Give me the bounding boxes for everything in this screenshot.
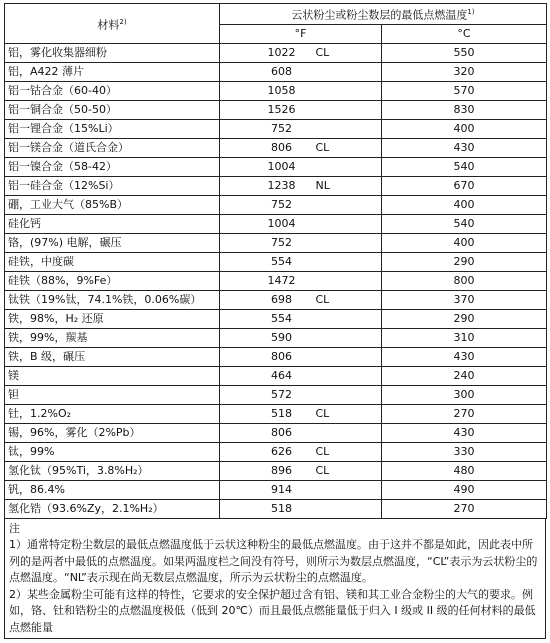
fahrenheit-value: 590	[271, 331, 292, 345]
celsius-cell: 540	[382, 157, 547, 176]
celsius-cell: 550	[382, 43, 547, 62]
table-row	[5, 176, 547, 195]
ignition-code	[316, 481, 336, 498]
fahrenheit-value: 464	[271, 369, 292, 383]
table-body	[5, 43, 547, 518]
fahrenheit-value: 806	[271, 426, 292, 440]
fahrenheit-cell	[220, 271, 382, 290]
material-cell: 铁，98%，H₂ 还原	[5, 309, 220, 328]
celsius-cell: 430	[382, 347, 547, 366]
ignition-code: CL	[315, 407, 330, 421]
material-cell: 氢化锆（93.6%Zy，2.1%H₂）	[5, 499, 220, 518]
fahrenheit-value: 1022	[267, 46, 296, 60]
fahrenheit-cell	[220, 138, 382, 157]
celsius-cell: 270	[382, 499, 547, 518]
table-row	[5, 157, 547, 176]
fahrenheit-value: 1238	[267, 179, 296, 193]
table-row	[5, 62, 547, 81]
notes-title: 注	[9, 521, 20, 535]
table-row	[5, 499, 547, 518]
celsius-cell: 320	[382, 62, 547, 81]
table-row	[5, 461, 547, 480]
celsius-cell: 300	[382, 385, 547, 404]
celsius-cell: 540	[382, 214, 547, 233]
ignition-code	[316, 348, 336, 365]
fahrenheit-cell	[220, 100, 382, 119]
material-cell: 硅化钙	[5, 214, 220, 233]
fahrenheit-cell	[220, 176, 382, 195]
temperature-group-header	[220, 4, 547, 25]
temperature-group-note: 1)	[467, 8, 475, 16]
ignition-code	[316, 424, 336, 441]
celsius-cell: 490	[382, 480, 547, 499]
celsius-cell: 480	[382, 461, 547, 480]
fahrenheit-cell	[220, 404, 382, 423]
fahrenheit-cell	[220, 157, 382, 176]
celsius-cell: 270	[382, 404, 547, 423]
table-row	[5, 423, 547, 442]
celsius-cell: 290	[382, 309, 547, 328]
ignition-code: CL	[315, 46, 330, 60]
material-cell: 钛铁（19%钛，74.1%铁，0.06%碳）	[5, 290, 220, 309]
material-cell: 氢化钛（95%Ti，3.8%H₂）	[5, 461, 220, 480]
material-cell: 钽	[5, 385, 220, 404]
material-cell: 铝，雾化收集器细粉	[5, 43, 220, 62]
ignition-code: CL	[315, 445, 330, 459]
fahrenheit-value: 608	[271, 65, 292, 79]
material-cell: 铝一镁合金（道氏合金）	[5, 138, 220, 157]
fahrenheit-cell	[220, 461, 382, 480]
table-row	[5, 43, 547, 62]
table-row	[5, 290, 547, 309]
ignition-code	[316, 500, 336, 517]
ignition-code: CL	[315, 141, 330, 155]
celsius-cell: 370	[382, 290, 547, 309]
material-cell: 钛，99%	[5, 442, 220, 461]
ignition-code	[316, 329, 336, 346]
fahrenheit-value: 806	[271, 350, 292, 364]
fahrenheit-cell	[220, 499, 382, 518]
material-cell: 钒，86.4%	[5, 480, 220, 499]
fahrenheit-value: 626	[271, 445, 292, 459]
fahrenheit-cell	[220, 442, 382, 461]
document-sheet	[4, 3, 546, 639]
fahrenheit-cell	[220, 309, 382, 328]
ignition-code	[316, 82, 336, 99]
celsius-cell: 400	[382, 233, 547, 252]
fahrenheit-column-header: °F	[220, 24, 382, 43]
fahrenheit-value: 752	[271, 198, 292, 212]
celsius-cell: 430	[382, 423, 547, 442]
material-cell: 硅铁（88%，9%Fe）	[5, 271, 220, 290]
fahrenheit-value: 806	[271, 141, 292, 155]
ignition-code: NL	[315, 179, 330, 193]
ignition-code	[316, 63, 336, 80]
fahrenheit-cell	[220, 366, 382, 385]
ignition-code	[316, 310, 336, 327]
fahrenheit-cell	[220, 195, 382, 214]
material-cell: 铁，99%，羰基	[5, 328, 220, 347]
fahrenheit-cell	[220, 81, 382, 100]
ignition-code	[316, 215, 336, 232]
material-cell: 锡，96%，雾化（2%Pb）	[5, 423, 220, 442]
table-row	[5, 328, 547, 347]
table-row	[5, 385, 547, 404]
table-row	[5, 347, 547, 366]
fahrenheit-value: 518	[271, 407, 292, 421]
fahrenheit-value: 1004	[267, 160, 296, 174]
fahrenheit-value: 896	[271, 464, 292, 478]
table-row	[5, 404, 547, 423]
ignition-code	[316, 120, 336, 137]
ignition-temperature-table	[4, 3, 547, 519]
material-cell: 硅铁，中度碳	[5, 252, 220, 271]
fahrenheit-value: 1004	[267, 217, 296, 231]
fahrenheit-value: 914	[271, 483, 292, 497]
fahrenheit-cell	[220, 480, 382, 499]
note-2: 2）某些金属粉尘可能有这样的特性，它要求的安全保护超过含有铝、镁和其工业合金粉尘的大气的要求。例如，铬、钍和锆粉尘的点燃温度极低（低到 20℃）而且最低点燃能量低于归入 I 级或 II 级的任何材料的最低点燃能量	[9, 587, 536, 634]
table-row	[5, 480, 547, 499]
material-cell: 铝一钴合金（60-40）	[5, 81, 220, 100]
fahrenheit-value: 698	[271, 293, 292, 307]
fahrenheit-value: 1526	[267, 103, 296, 117]
fahrenheit-cell	[220, 119, 382, 138]
header-row-1	[5, 4, 547, 25]
celsius-cell: 800	[382, 271, 547, 290]
temperature-group-label: 云状粉尘或粉尘数层的最低点燃温度	[291, 8, 468, 22]
fahrenheit-cell	[220, 252, 382, 271]
ignition-code	[316, 367, 336, 384]
fahrenheit-value: 518	[271, 502, 292, 516]
table-row	[5, 119, 547, 138]
material-cell: 铝一锂合金（15%Li）	[5, 119, 220, 138]
fahrenheit-value: 752	[271, 122, 292, 136]
table-row	[5, 366, 547, 385]
table-row	[5, 252, 547, 271]
fahrenheit-cell	[220, 423, 382, 442]
celsius-cell: 330	[382, 442, 547, 461]
table-row	[5, 233, 547, 252]
fahrenheit-value: 752	[271, 236, 292, 250]
ignition-code: CL	[315, 293, 330, 307]
note-1: 1）通常特定粉尘数层的最低点燃温度低于云状这种粉尘的最低点燃温度。由于这并不都是如此，因此表中所列的是两者中最低的点燃温度。如果两温度栏之间没有符号，则所示为数层点燃温度，“CL”表示为云状粉尘的点燃温度。“NL”表示现在尚无数层点燃温度，所示为云状粉尘的点燃温度。	[9, 538, 538, 585]
material-cell: 铝一硅合金（12%Si）	[5, 176, 220, 195]
ignition-code	[316, 253, 336, 270]
table-row	[5, 100, 547, 119]
celsius-cell: 400	[382, 119, 547, 138]
table-row	[5, 81, 547, 100]
fahrenheit-cell	[220, 328, 382, 347]
material-cell: 铬，(97%) 电解，碾压	[5, 233, 220, 252]
table-row	[5, 138, 547, 157]
material-cell: 硼，工业大气（85%B）	[5, 195, 220, 214]
fahrenheit-cell	[220, 385, 382, 404]
notes-section	[4, 519, 546, 640]
ignition-code: CL	[315, 464, 330, 478]
material-header-note: 2)	[119, 17, 127, 26]
celsius-cell: 830	[382, 100, 547, 119]
fahrenheit-cell	[220, 62, 382, 81]
celsius-cell: 310	[382, 328, 547, 347]
material-cell: 铝一铜合金（50-50）	[5, 100, 220, 119]
celsius-cell: 290	[382, 252, 547, 271]
table-row	[5, 195, 547, 214]
ignition-code	[316, 196, 336, 213]
fahrenheit-value: 554	[271, 312, 292, 326]
celsius-cell: 670	[382, 176, 547, 195]
material-cell: 铝，A422 薄片	[5, 62, 220, 81]
fahrenheit-cell	[220, 290, 382, 309]
material-cell: 钍，1.2%O₂	[5, 404, 220, 423]
table-row	[5, 442, 547, 461]
celsius-cell: 430	[382, 138, 547, 157]
ignition-code	[316, 158, 336, 175]
fahrenheit-value: 572	[271, 388, 292, 402]
celsius-column-header: °C	[382, 24, 547, 43]
material-column-header	[5, 4, 220, 44]
table-row	[5, 214, 547, 233]
material-cell: 镁	[5, 366, 220, 385]
ignition-code	[316, 101, 336, 118]
material-header-label: 材料	[97, 18, 120, 32]
material-cell: 铁，B 级，碾压	[5, 347, 220, 366]
celsius-cell: 570	[382, 81, 547, 100]
celsius-cell: 400	[382, 195, 547, 214]
fahrenheit-value: 1058	[267, 84, 296, 98]
ignition-code	[316, 386, 336, 403]
fahrenheit-cell	[220, 347, 382, 366]
fahrenheit-cell	[220, 233, 382, 252]
table-row	[5, 271, 547, 290]
table-row	[5, 309, 547, 328]
ignition-code	[316, 234, 336, 251]
fahrenheit-value: 554	[271, 255, 292, 269]
fahrenheit-value: 1472	[267, 274, 296, 288]
celsius-cell: 240	[382, 366, 547, 385]
fahrenheit-cell	[220, 43, 382, 62]
ignition-code	[316, 272, 336, 289]
material-cell: 铝一镍合金（58-42）	[5, 157, 220, 176]
fahrenheit-cell	[220, 214, 382, 233]
